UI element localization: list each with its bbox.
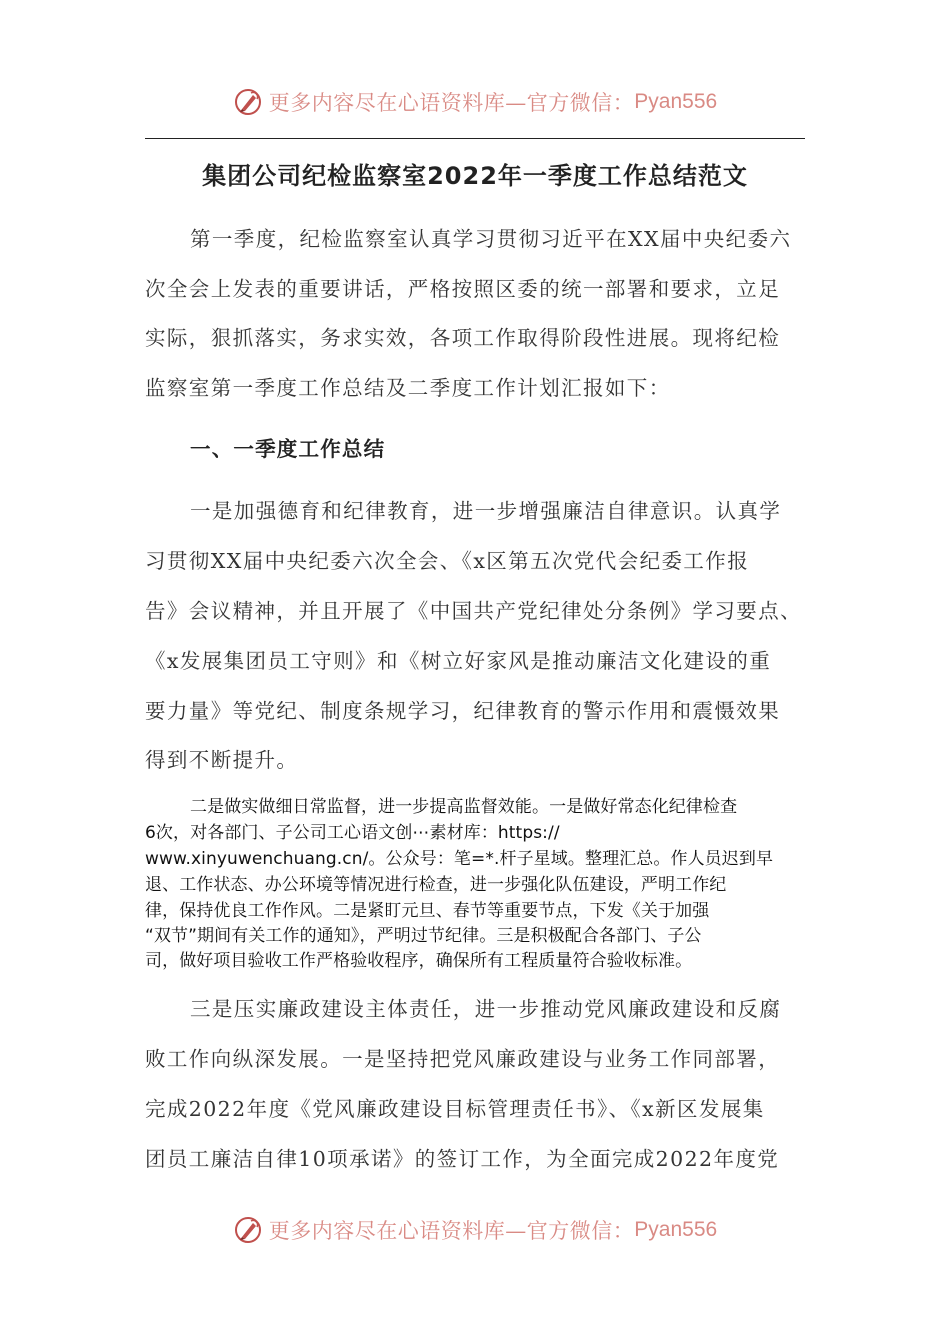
intro-line: 第一季度，纪检监察室认真学习贯彻习近平在XX届中央纪委六 (190, 227, 792, 251)
para2-line: 律，保持优良工作作风。二是紧盯元旦、春节等重要节点，下发《关于加强 (145, 901, 710, 921)
section-heading: 一、一季度工作总结 (190, 437, 386, 461)
para2-line: 退、工作状态、办公环境等情况进行检查，进一步强化队伍建设，严明工作纪 (145, 875, 727, 895)
pen-nib-logo-icon (233, 1215, 263, 1245)
para2-line: www.xinyuwenchuang.cn/。公众号：笔=*.杆子星域。整理汇总。作人员迟到早 (145, 849, 774, 869)
para3-line: 完成2022年度《党风廉政建设目标管理责任书》、《x新区发展集 (145, 1097, 765, 1121)
intro-line: 实际，狠抓落实，务求实效，各项工作取得阶段性进展。现将纪检 (145, 326, 781, 350)
para1-line: 一是加强德育和纪律教育，进一步增强廉洁自律意识。认真学 (190, 499, 782, 523)
banner-text: 更多内容尽在心语资料库—官方微信： (268, 91, 635, 115)
header-divider (145, 138, 805, 139)
intro-line: 次全会上发表的重要讲话，严格按照区委的统一部署和要求，立足 (145, 277, 781, 301)
header-banner (0, 82, 950, 122)
para1-line: 要力量》等党纪、制度条规学习，纪律教育的警示作用和震慑效果 (145, 699, 781, 723)
para3-line: 三是压实廉政建设主体责任，进一步推动党风廉政建设和反腐 (190, 997, 782, 1021)
document-title: 集团公司纪检监察室2022年一季度工作总结范文 (202, 162, 748, 190)
intro-line: 监察室第一季度工作总结及二季度工作计划汇报如下： (145, 376, 671, 400)
footer-banner (0, 1210, 950, 1250)
para1-line: 得到不断提升。 (145, 748, 299, 772)
para2-line: 6次，对各部门、子公司工心语文创⋯素材库：https:// (145, 823, 560, 843)
para2-line: 二是做实做细日常监督，进一步提高监督效能。一是做好常态化纪律检查 (190, 797, 738, 817)
banner-text: 更多内容尽在心语资料库—官方微信： (268, 1219, 635, 1243)
banner-wechat-id: Pyan556 (634, 90, 718, 113)
para1-line: 告》会议精神，并且开展了《中国共产党纪律处分条例》学习要点、 (145, 599, 802, 623)
para1-line: 习贯彻XX届中央纪委六次全会、《x区第五次党代会纪委工作报 (145, 549, 750, 573)
para3-line: 团员工廉洁自律10项承诺》的签订工作，为全面完成2022年度党 (145, 1147, 780, 1171)
para3-line: 败工作向纵深发展。一是坚持把党风廉政建设与业务工作同部署， (145, 1047, 781, 1071)
banner-wechat-id: Pyan556 (634, 1218, 718, 1241)
para2-line: “双节”期间有关工作的通知》，严明过节纪律。三是积极配合各部门、子公 (145, 926, 702, 946)
para1-line: 《x发展集团员工守则》和《树立好家风是推动廉洁文化建设的重 (145, 649, 772, 673)
pen-nib-logo-icon (233, 87, 263, 117)
para2-line: 司，做好项目验收工作严格验收程序，确保所有工程质量符合验收标准。 (145, 951, 693, 971)
